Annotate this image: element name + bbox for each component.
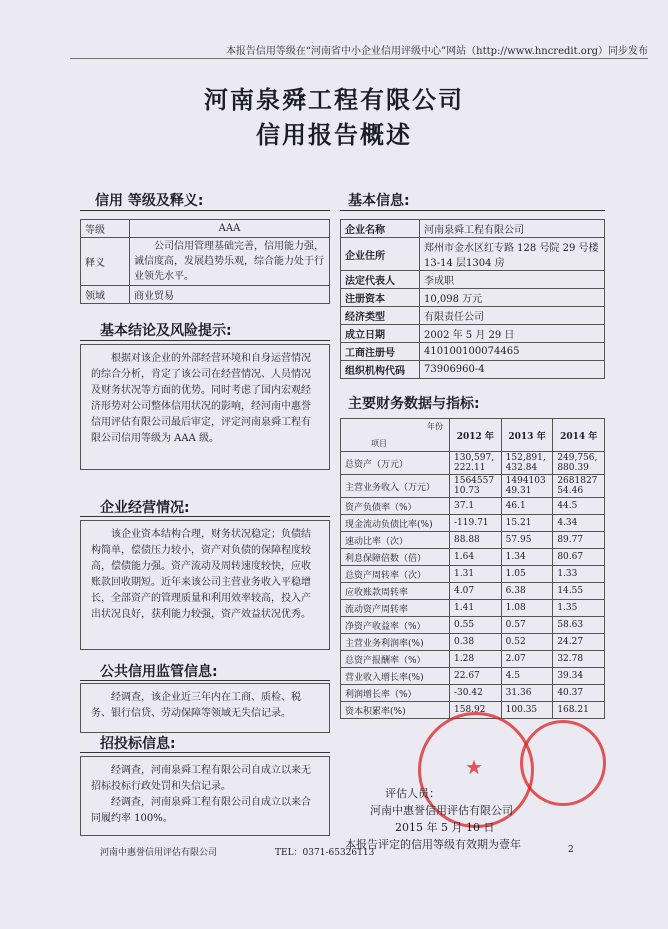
basic-info-row — [341, 361, 605, 379]
rating-seal — [520, 720, 606, 806]
finance-cell: 0.55 — [450, 617, 502, 634]
basic-heading: 基本信息: — [348, 193, 410, 209]
finance-row — [341, 617, 605, 634]
supervision-box: 经调查，该企业近三年内在工商、质检、税务、银行信贷、劳动保障等领域无失信记录。 — [80, 683, 330, 733]
conclusion-heading-rule — [80, 340, 330, 341]
finance-row — [341, 583, 605, 600]
basic-info-key: 成立日期 — [341, 325, 420, 343]
basic-info-row — [341, 289, 605, 307]
finance-cell: 1.31 — [450, 566, 502, 583]
basic-info-value: 郑州市金水区红专路 128 号院 29 号楼 13-14 层1304 房 — [420, 238, 605, 271]
basic-info-key: 注册资本 — [341, 289, 420, 307]
finance-cell: 15.21 — [501, 515, 553, 532]
basic-info-key: 组织机构代码 — [341, 361, 420, 379]
finance-cell: 1.41 — [450, 600, 502, 617]
rating-table — [80, 219, 330, 304]
basic-info-row — [341, 271, 605, 289]
finance-row-label: 总资产（万元） — [341, 452, 450, 475]
supervision-heading: 公共信用监管信息: — [100, 664, 218, 680]
finance-row — [341, 549, 605, 566]
basic-info-table — [340, 219, 605, 379]
finance-row-label: 利息保障倍数（倍） — [341, 549, 450, 566]
footer-company: 河南中惠誉信用评估有限公司 — [100, 848, 218, 858]
top-note: 本报告信用等级在“河南省中小企业信用评级中心”网站（http://www.hncredit.org）同步发布 — [225, 46, 648, 57]
finance-row — [341, 600, 605, 617]
year-col-2013: 2013 年 — [501, 419, 553, 452]
finance-cell: 40.37 — [553, 685, 605, 702]
top-rule — [70, 58, 648, 59]
finance-row-label: 应收账款周转率 — [341, 583, 450, 600]
year-label: 年份 — [427, 422, 443, 431]
basic-info-value: 有限责任公司 — [420, 307, 605, 325]
finance-heading: 主要财务数据与指标: — [348, 396, 480, 412]
rating-heading: 信用 等级及释义: — [95, 193, 204, 209]
finance-cell: 57.95 — [501, 532, 553, 549]
finance-row-label: 总资产报酬率（%） — [341, 651, 450, 668]
finance-cell: 44.5 — [553, 498, 605, 515]
year-col-2012: 2012 年 — [450, 419, 502, 452]
finance-row — [341, 452, 605, 475]
basic-info-value: 河南泉舜工程有限公司 — [420, 220, 605, 238]
finance-cell: 0.52 — [501, 634, 553, 651]
basic-info-value: 73906960-4 — [420, 361, 605, 379]
finance-cell: 22.67 — [450, 668, 502, 685]
finance-row-label: 利润增长率（%） — [341, 685, 450, 702]
basic-info-key: 工商注册号 — [341, 343, 420, 361]
basic-info-key: 经济类型 — [341, 307, 420, 325]
finance-cell: 1.33 — [553, 566, 605, 583]
item-label: 项目 — [371, 439, 387, 448]
finance-row-label: 资产负债率（%） — [341, 498, 450, 515]
basic-info-row — [341, 343, 605, 361]
finance-row-label: 主营业务利润率(%) — [341, 634, 450, 651]
operation-box: 该企业资本结构合理，财务状况稳定；负债结构简单，偿债压力较小，资产对负债的保障程度较高，偿债能力强。资产流动及周转速度较快，应收账款回收期短。近年来该公司主营业务收入平稳增长，全部资产的管理质量和利用效率较高，投入产出状况良好，获利能力较强，资产效益状况优秀。 — [80, 520, 330, 650]
footer-page-number: 2 — [568, 845, 574, 855]
basic-info-row — [341, 307, 605, 325]
finance-row-label: 总资产周转率（次） — [341, 566, 450, 583]
rating-heading-rule — [80, 210, 330, 211]
finance-cell: 31.36 — [501, 685, 553, 702]
finance-cell: 1.35 — [553, 600, 605, 617]
meaning-value: 公司信用管理基础完善，信用能力强，诚信度高，发展趋势乐观，综合能力处于行业领先水平。 — [130, 238, 330, 286]
seal-star-icon: ★ — [465, 755, 483, 779]
finance-row-label: 营业收入增长率(%) — [341, 668, 450, 685]
basic-info-value: 10,098 万元 — [420, 289, 605, 307]
basic-info-key: 法定代表人 — [341, 271, 420, 289]
conclusion-box: 根据对该企业的外部经营环境和自身运营情况的综合分析，肯定了该公司在经营情况、人员情况及财务状况等方面的优势。同时考虑了国内宏观经济形势对公司整体信用状况的影响，经河南中惠誉信用评估有限公司最后审定，评定河南泉舜工程有限公司信用等级为 AAA 级。 — [80, 344, 330, 470]
finance-row-label: 速动比率（次） — [341, 532, 450, 549]
finance-cell: 6.38 — [501, 583, 553, 600]
finance-cell: 1.64 — [450, 549, 502, 566]
finance-cell: 1.28 — [450, 651, 502, 668]
finance-cell: 4.34 — [553, 515, 605, 532]
sign-company: 河南中惠誉信用评估有限公司 — [370, 804, 513, 817]
finance-row — [341, 532, 605, 549]
basic-info-row — [341, 220, 605, 238]
finance-cell: 4.07 — [450, 583, 502, 600]
bidding-text-1: 经调查，河南泉舜工程有限公司自成立以来无招标投标行政处罚和失信记录。 — [91, 765, 311, 792]
field-value: 商业贸易 — [130, 286, 330, 304]
validity-note: 本报告评定的信用等级有效期为壹年 — [345, 838, 521, 851]
basic-info-value: 2002 年 5 月 29 日 — [420, 325, 605, 343]
grade-value: AAA — [130, 220, 330, 238]
finance-cell: -119.71 — [450, 515, 502, 532]
finance-row — [341, 515, 605, 532]
finance-row — [341, 475, 605, 498]
finance-cell: 168.21 — [553, 702, 605, 719]
bidding-box — [80, 756, 330, 836]
finance-cell: 4.5 — [501, 668, 553, 685]
finance-cell: 100.35 — [501, 702, 553, 719]
basic-info-row — [341, 325, 605, 343]
finance-cell: 1.05 — [501, 566, 553, 583]
finance-cell: 1.08 — [501, 600, 553, 617]
sign-date: 2015 年 5 月 10 日 — [395, 821, 495, 834]
finance-cell: 149410349.31 — [501, 475, 553, 498]
finance-row — [341, 634, 605, 651]
finance-cell: 2.07 — [501, 651, 553, 668]
finance-cell: 130,597,222.11 — [450, 452, 502, 475]
sign-assessor: 评估人员： — [385, 787, 440, 800]
finance-row — [341, 685, 605, 702]
finance-cell: 89.77 — [553, 532, 605, 549]
meaning-label: 释义 — [81, 238, 130, 286]
operation-heading: 企业经营情况: — [100, 500, 190, 516]
basic-info-value: 李成职 — [420, 271, 605, 289]
finance-cell: 58.63 — [553, 617, 605, 634]
finance-cell: 156455710.73 — [450, 475, 502, 498]
supervision-heading-rule — [80, 680, 330, 681]
finance-cell: 46.1 — [501, 498, 553, 515]
footer-tel: TEL：0371-65326113 — [275, 848, 375, 858]
year-col-2014: 2014 年 — [553, 419, 605, 452]
finance-cell: 249,756,880.39 — [553, 452, 605, 475]
basic-info-key: 企业名称 — [341, 220, 420, 238]
finance-row — [341, 651, 605, 668]
finance-cell: 0.38 — [450, 634, 502, 651]
basic-info-row — [341, 238, 605, 271]
finance-cell: 158.92 — [450, 702, 502, 719]
finance-cell: -30.42 — [450, 685, 502, 702]
conclusion-heading: 基本结论及风险提示: — [100, 323, 232, 339]
company-title: 河南泉舜工程有限公司 — [204, 85, 464, 114]
finance-row — [341, 668, 605, 685]
finance-cell: 0.57 — [501, 617, 553, 634]
grade-label: 等级 — [81, 220, 130, 238]
finance-cell: 88.88 — [450, 532, 502, 549]
finance-row — [341, 566, 605, 583]
finance-cell: 37.1 — [450, 498, 502, 515]
finance-row — [341, 498, 605, 515]
finance-cell: 24.27 — [553, 634, 605, 651]
basic-heading-rule — [340, 210, 605, 211]
finance-row-label: 资本积累率(%) — [341, 702, 450, 719]
finance-cell: 80.67 — [553, 549, 605, 566]
field-label: 领域 — [81, 286, 130, 304]
finance-cell: 39.34 — [553, 668, 605, 685]
bidding-heading-rule — [80, 752, 330, 753]
finance-cell: 14.55 — [553, 583, 605, 600]
bidding-heading: 招投标信息: — [100, 736, 176, 752]
finance-cell: 32.78 — [553, 651, 605, 668]
finance-table — [340, 418, 605, 719]
report-title: 信用报告概述 — [256, 120, 412, 149]
finance-row-label: 净资产收益率（%） — [341, 617, 450, 634]
basic-info-value: 410100100074465 — [420, 343, 605, 361]
finance-row-label: 现金流动负债比率(%) — [341, 515, 450, 532]
basic-info-key: 企业住所 — [341, 238, 420, 271]
bidding-text-2: 经调查，河南泉舜工程有限公司自成立以来合同履约率 100%。 — [91, 797, 311, 824]
operation-heading-rule — [80, 516, 330, 517]
finance-header-diagonal — [341, 419, 450, 452]
finance-cell: 1.34 — [501, 549, 553, 566]
finance-row-label: 主营业务收入（万元） — [341, 475, 450, 498]
finance-row-label: 流动资产周转率 — [341, 600, 450, 617]
finance-cell: 268182754.46 — [553, 475, 605, 498]
finance-cell: 152,891,432.84 — [501, 452, 553, 475]
